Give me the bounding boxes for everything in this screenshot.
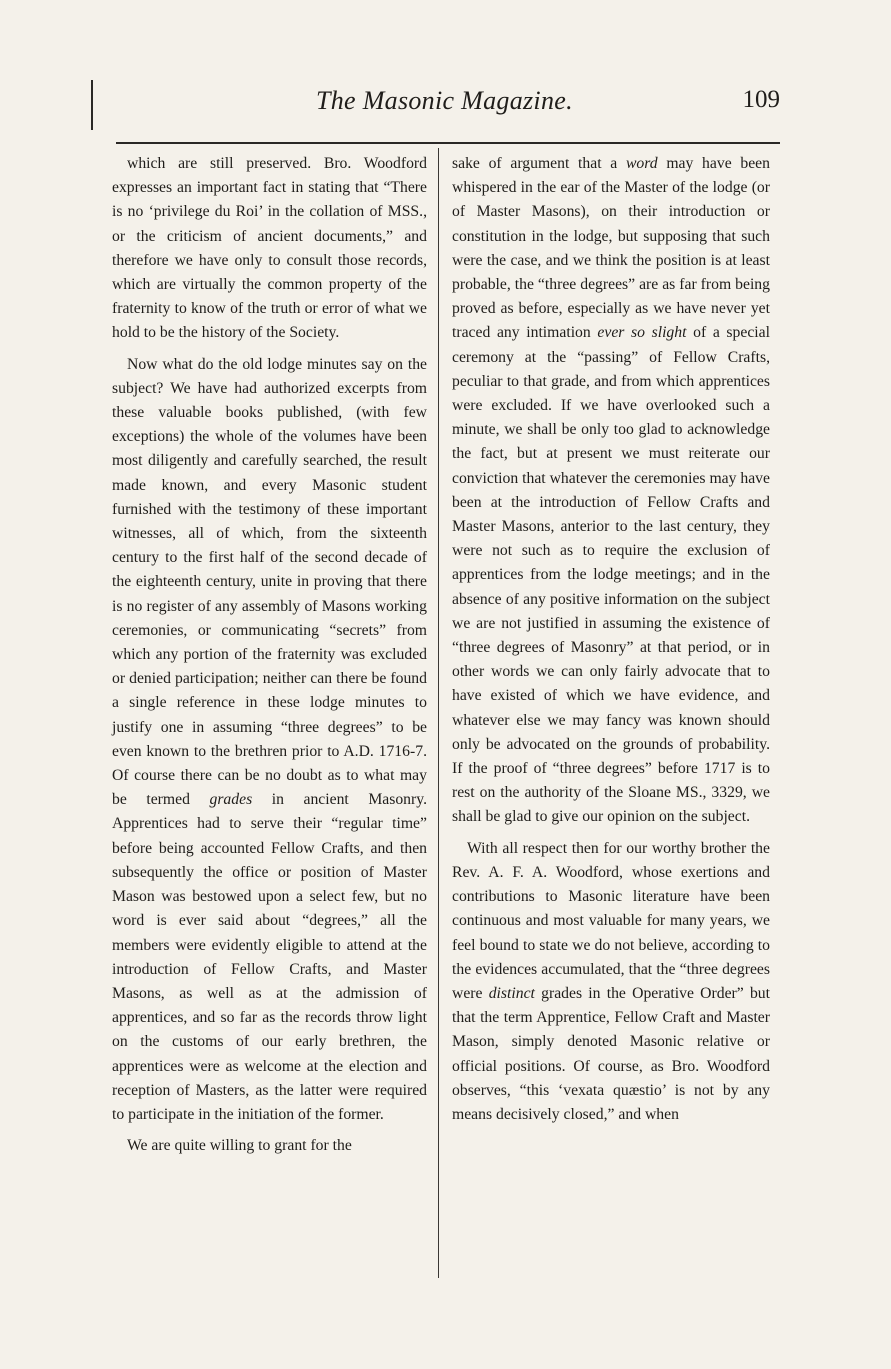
emphasis: grades — [209, 791, 253, 809]
column-divider — [438, 148, 439, 1278]
emphasis: word — [625, 155, 658, 172]
text-run: which are still preserved. Bro. Woodford expresses an important fact in stating that “There is no ‘privilege du Roi’ in the collation of MSS., or the criticism of ancient documents,” and therefore we have only to consult those records, which are virtually the common property of the fraternity to know of the truth or error of what we hold to be the history of the Society. — [112, 155, 427, 342]
paragraph — [112, 152, 427, 346]
text-run: sake of argument that a — [452, 155, 626, 172]
text-run: Now what do the old lodge minutes say on the subject? We have had authorized excerpts from these valuable books published, (with few exceptions) the whole of the volumes have been most diligently and carefully searched, the result made known, and every Masonic student furnished with the testimony of these important witnesses, all of which, from the sixteenth century to the first half of the second decade of the eighteenth century, unite in proving that there is no register of any assembly of Masons working ceremonies, or communicating “secrets” from which any portion of the fraternity was excluded or denied participation; neither can there be found a single reference in these lodge minutes to justify one in assuming “three degrees” to be even known to the brethren prior to A.D. 1716-7. Of course there can be no doubt as to what may be termed — [112, 355, 427, 809]
text-run: may have been whispered in the ear of the Master of the lodge (or of Master Masons), on their introduction or constitution in the lodge, but supposing that such were the case, and we think the position is at least probable, the “three degrees” are as far from being proved as before, especially as we have never yet traced any intimation — [452, 155, 770, 342]
paragraph — [112, 1134, 427, 1158]
emphasis: ever so slight — [597, 324, 687, 342]
header-rule — [116, 142, 780, 144]
paragraph — [452, 152, 770, 830]
page-header — [116, 86, 780, 130]
text-run: in ancient Masonry. Apprentices had to serve their “regular time” before being accounted Fellow Crafts, and then subsequently the office or position of Master Mason was bestowed upon a select few, but no word is ever said about “degrees,” all the members were evidently eligible to attend at the introduction of Fellow Crafts, and Master Masons, as well as at the admission of apprentices, and so far as the records throw light on the customs of our early brethren, the apprentices were as welcome at the election and reception of Masters, as the latter were required to participate in the initiation of the former. — [112, 791, 427, 1123]
left-column — [112, 152, 427, 1158]
text-run: With all respect then for our worthy brother the Rev. A. F. A. Woodford, whose exertions and contributions to Masonic literature have been continuous and most valuable for many years, we feel bound to state we do not believe, according to the evidences accumulated, that the “three degrees were — [452, 839, 770, 1002]
text-run: We are quite willing to grant for the — [127, 1137, 352, 1155]
right-column — [452, 152, 770, 1127]
paragraph — [112, 353, 427, 1128]
running-title: The Masonic Magazine. — [316, 86, 573, 115]
text-run: of a special ceremony at the “passing” of Fellow Crafts, peculiar to that grade, and from which apprentices were excluded. If we have overlooked such a minute, we shall be only too glad to acknowledge the fact, but at present we must reiterate our conviction that whatever the ceremonies may have been at the introduction of Fellow Crafts and Master Masons, anterior to the last century, they were not such as to require the exclusion of apprentices from the lodge meetings; and in the absence of any positive information on the subject we are not justified in assuming the existence of “three degrees of Masonry” at that period, or in other words we can only fairly advocate that to have existed of which we have evidence, and whatever else we may fancy was known should only be advocated on the grounds of probability. If the proof of “three degrees” before 1717 is to rest on the authority of the Sloane MS., 3329, we shall be glad to give our opinion on the subject. — [452, 324, 770, 826]
emphasis: distinct — [488, 984, 535, 1002]
text-run: grades in the Operative Order” but that the term Apprentice, Fellow Craft and Master Mason, simply denoted Masonic relative or official positions. Of course, as Bro. Woodford observes, “this ‘vexata quæstio’ is not by any means decisively closed,” and when — [452, 984, 770, 1123]
page-number: 109 — [742, 86, 780, 113]
paragraph — [452, 837, 770, 1127]
margin-rule — [91, 80, 93, 130]
